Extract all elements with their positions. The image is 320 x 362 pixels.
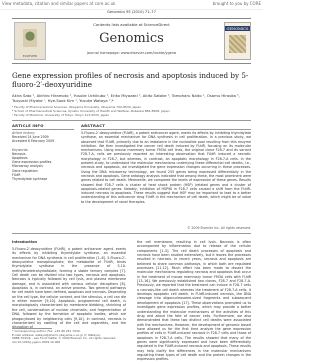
journal-cover (224, 22, 251, 60)
keyword: Apoptosis (12, 156, 28, 161)
contents-line[interactable]: Contents lists available at ScienceDirect (93, 22, 170, 27)
divider (81, 129, 251, 130)
affiliation-b: ᵇ School of Pharmaceutical Sciences, Kyushu University of Health and Welfare, Nobeoka 882-8508, Japan (12, 108, 170, 113)
intro-right-column: the cell membrane, resulting in cell lysis. Necrosis is often accompanied by inflammation due to release of the cellular components [1–5]. The cell death processes of apoptosis and necrosis have been studied extensively, but it leaves the processes resulted in necrosis. In recent years, necrosis and apoptosis are believed to share common pathways, in which both are regulated processes [11,12]. Much effort has been made to dissect the molecular mechanisms regulating necrosis and apoptosis that occur in the treatment of mouse mammary tumor FM3A cells with FUdR [13–16]. We previously established two clones, F28-7 and F28-7-A. Previously, we reported that the treatment can induce in F28-7 cells a necrosis-like cell death whereas the treatment of F28-7-A cells, it develops apoptotic cell death. In FUdR-induced necrosis, the DNA cleavage into oligonucleosome-sized fragments and subsequent development of apoptosis [17]. These observations prompted us to investigate gene expression profiles, which may provide a better understanding the molecular mechanisms of the activities of this drug and about the fate of cancer cells. Furthermore, we also demonstrated that these two distinct cell deaths were associated with the mechanisms. However, the development of genomic based have allowed us for the first time analyze the gene expression profiles of cells in FUdR-induced necrosis in F28-7 cells and those of apoptosis in F28-7-A cells. The results showed that many of the genes were significantly expressed and have been differentially regulated in the FUdR-induced necrosis and apoptosis. These results may help clarify the differences in the molecular mechanisms regulating these types of cell death and the protein changes in the expression profiles. (137, 240, 251, 362)
article-info (12, 131, 74, 181)
footnotes (12, 330, 126, 345)
keyword: Gene expression profiles (12, 160, 52, 165)
keywords-label: Keywords: (12, 147, 29, 152)
history-label: Article history: (12, 131, 36, 135)
core-banner (0, 0, 263, 10)
accepted-date: Accepted 6 February 2009 (12, 139, 55, 144)
journal-homepage[interactable]: journal homepage: www.elsevier.com/locate/ygeno (86, 51, 177, 55)
affiliation-a: ᵃ Faculty of Pharmaceutical Sciences, Okayama University, Okayama 700-8530, Japan (12, 105, 142, 109)
affiliation-c: ᶜ Faculty of Medicine, University of Tokyo, Tokyo 113-0033, Japan (12, 112, 110, 117)
intro-left-column: 5-Fluoro-2′-deoxyuridine (FUdR), a potent anticancer agent, exerts its effects by inhibiting thymidylate synthase, an essential mechanism for DNA synthesis in cell proliferation [1–6]. 5-Fluoro-2′-deoxyuridine monophosphate, the metabolite of FUdR, binds thymidylate synthase in the presence of 5,10-methylenetetrahydrofolate, forming a stable ternary complex [7]. Cell death can be divided into two types, necrosis and apoptosis. Necrosis is typically followed by cell lysis, and plasma membrane damage, and is associated with various cellular disruptions [8]. Apoptosis is, in contrast, an active process. Two general pathways for cell death have been defined, apoptosis and necrosis. Depending on the cell type, the cellular context, and the stimulus, a cell can die in either manner [9,10]. Apoptosis, programmed cell death, is morphologically characterized by membrane blebbing, shrinking of the cell, condensation of nuclear chromatin, and fragmentation of DNA, followed by the formation of apoptotic bodies, which are phagocytosed by neighboring cells [9,10]. In contrast, necrosis is characterized by swelling of the cell and organelles, and the disruption of (12, 247, 126, 330)
keyword: FUdR (12, 172, 21, 177)
core-banner-brand[interactable]: brought to you by CORE (212, 1, 261, 6)
cover-title: GENOMICS (226, 26, 249, 31)
received-date: Received 24 June 2009 (12, 135, 49, 140)
doi-link[interactable]: doi:10.1016/j.ygeno.2009.10.006 (12, 340, 61, 345)
abstract-heading: ABSTRACT (81, 123, 105, 128)
divider (12, 120, 251, 121)
author-list: Akira Sato ᵃ, Akihiro Hiramoto ᵃ, Yusuke Uchikubo ᵃ, Eriko Miyazaki ᵃ, Akito Satake ᵃ, Tomoharu Naito ᵃ, Osamu Hiraoka ᵇ, Tsuyoshi Miyake ᶜ, Hye-Sook Kim ᵃ, Yusuke Wataya ᵃ,* (12, 93, 241, 103)
article-title: Gene expression profiles of necrosis and apoptosis induced by 5-fluoro-2′-deoxyuridine (12, 71, 249, 89)
tree-icon (23, 29, 37, 47)
journal-name: Genomics (99, 31, 164, 46)
copyright: © 2009 Elsevier Inc. All rights reserved. (187, 226, 251, 230)
affiliations (12, 106, 251, 117)
article-info-heading: ARTICLE INFO (12, 123, 44, 128)
elsevier-logo (14, 22, 46, 60)
keyword: Thymidylate synthase (12, 177, 48, 182)
cover-image (229, 35, 246, 53)
journal-citation: Genomics 95 (2010) 71–77 (107, 10, 156, 14)
keyword: Necrosis (12, 151, 26, 156)
section-heading: Introduction (12, 240, 38, 244)
publisher-name: ELSEVIER (22, 54, 38, 58)
corresponding-author: * Corresponding author. Fax: +81 86 251 7939. (12, 329, 81, 333)
keyword: Gene regulation (12, 168, 38, 173)
divider (12, 129, 74, 130)
issn-line: 0888-7543/$ – see front matter © 2009 Elsevier Inc. All rights reserved. (12, 336, 117, 341)
core-banner-text[interactable]: View metadata, citation and similar papers at core.ac.uk (2, 1, 116, 6)
email-address[interactable]: E-mail address: wataya@pharm.okayama-u.ac.jp (Y. Wataya). (12, 332, 101, 337)
keyword: Microarray analysis (12, 164, 43, 169)
abstract-text: 5-Fluoro-2′-deoxyuridine (FUdR), a potent anticancer agent, exerts its effects by inhibiting thymidylate synthase, an essential mechanism for DNA synthesis in cell proliferation. In a previous study, we observed that FUdR, primarily due to an imbalance in the nucleotide pool resulting from this enzyme inhibition. We then investigated the cancer cell death induced by FUdR, focusing on its molecular mechanisms. Using mouse mammary tumor FM3A cell lines, the original clone F28-7 and its variant F28-7-A, cells we previously reported an interesting observation that FUdR induced a necrotic morphology in F28-7, but whereas, in contrast, an apoptotic morphology in F28-7-A cells. In the present study, to understand the molecular mechanisms underlying these differential cell deaths, i.e., necrosis and apoptosis, we investigated the gene expression changes occurring in these processes. Using the DNA microarray technology, we found 255 genes being expressed differentially in the necrosis and apoptosis. Gene ontology analysis indicated that among these, the most prominent were genes related to cell death. Meanwhile, we compared the levels of expression of these genes. Results showed that F28-7 cells a cluster of heat shock protein (HSP) (related genes and a cluster of apoptosis-related genes. Notably, inhibition of HSP90 in F28-7 cells caused a shift from the FUdR-induced necrosis to apoptosis. These results suggest that HSP may be important to lead to a better understanding of this anticancer drug FUdR in the mechanism of cell death, which might be of value to the development of novel therapies. (81, 131, 251, 204)
divider (12, 233, 251, 234)
